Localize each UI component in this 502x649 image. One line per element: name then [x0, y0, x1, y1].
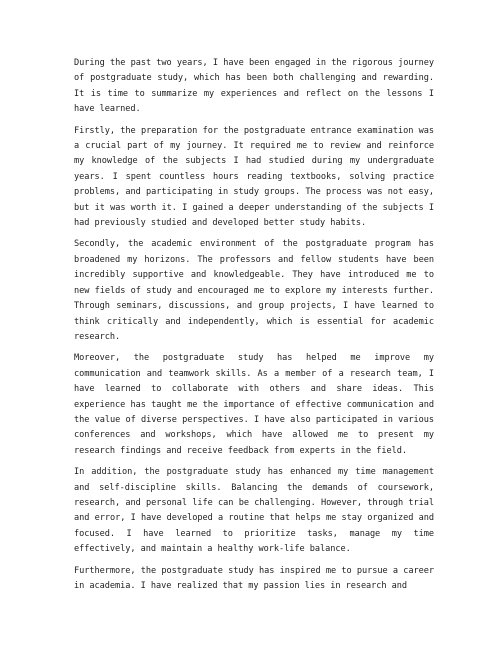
paragraph-academic-environment: Secondly, the academic environment of the postgraduate program has broadened my horizons. The professors and fellow students have been incredibly supportive and knowledgeable. They have introduced me to new fields of study and encouraged me to explore my interests further. Through seminars, discussions, and group projects, I have learned to think critically and independently, which is essential for academic research.: [74, 239, 434, 342]
paragraph-communication-teamwork: Moreover, the postgraduate study has helped me improve my communication and teamwork skills. As a member of a research team, I have learned to collaborate with others and share ideas. This experience has taught me the importance of effective communication and the value of diverse perspectives. I have also participated in various conferences and workshops, which have allowed me to present my research findings and receive feedback from experts in the field.: [74, 353, 434, 456]
paragraph-academia-career: Furthermore, the postgraduate study has inspired me to pursue a career in academia. I have realized that my passion lies in research and: [74, 565, 434, 591]
document-body: [74, 56, 434, 600]
paragraph-entrance-exam: Firstly, the preparation for the postgraduate entrance examination was a crucial part of my journey. It required me to review and reinforce my knowledge of the subjects I had studied during my undergraduate years. I spent countless hours reading textbooks, solving practice problems, and participating in study groups. The process was not easy, but it was worth it. I gained a deeper understanding of the subjects I had previously studied and developed better study habits.: [74, 125, 434, 229]
paragraph-time-management: In addition, the postgraduate study has enhanced my time management and self-discipline skills. Balancing the demands of coursework, research, and personal life can be challenging. However, through trial and error, I have developed a routine that helps me stay organized and focused. I have learned to prioritize tasks, manage my time effectively, and maintain a healthy work-life balance.: [74, 467, 434, 555]
paragraph-intro: During the past two years, I have been engaged in the rigorous journey of postgraduate study, which has been both challenging and rewarding. It is time to summarize my experiences and reflect on the lessons I have learned.: [74, 58, 434, 115]
